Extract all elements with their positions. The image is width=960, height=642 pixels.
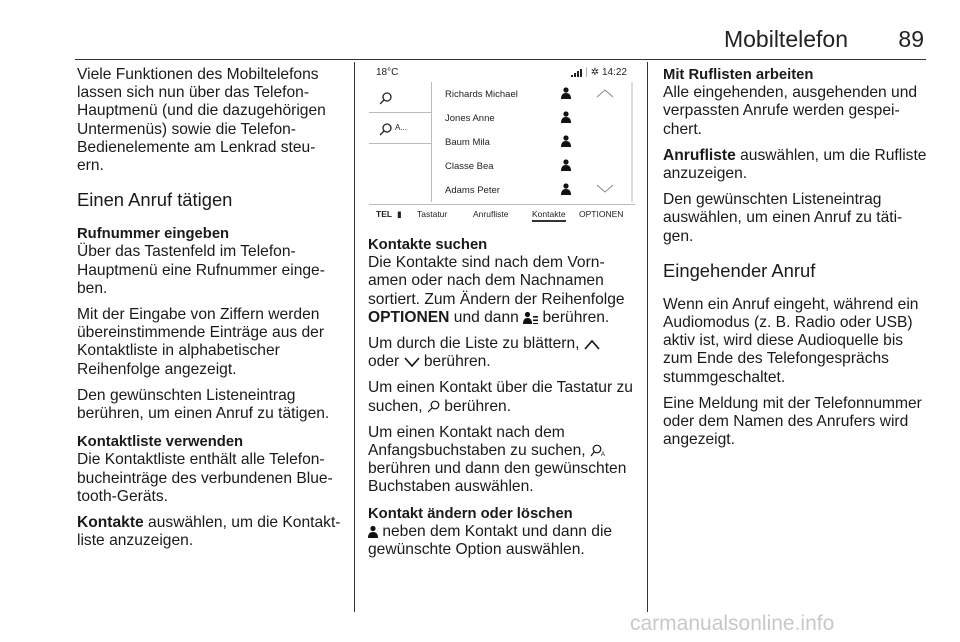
text-run: neben dem Kontakt und dann die gewünschte Option auswählen. [368,522,613,559]
contact-name: Jones Anne [445,113,495,124]
tab-tel[interactable]: TEL [376,209,393,219]
subheading: Mit Ruflisten arbeiten [663,67,814,83]
subheading: Kontakt ändern oder löschen [368,505,573,522]
contact-name: Richards Michael [445,89,518,100]
text-run: berühren. [538,308,610,326]
text-run: Um einen Kontakt nach dem Anfangsbuchstaben zu suchen, [368,423,590,460]
paragraph: Den gewünschten Listeneintrag auswählen, um einen Anruf zu täti-gen. [663,191,903,245]
column-divider [647,62,648,612]
section-heading: Eingehender Anruf [663,259,816,281]
watermark: carmanualsonline.info [630,612,835,635]
intro-paragraph: Viele Funktionen des Mobiltelefons lassen sich nun über das Telefon-Hauptmenü (und die dazugehörigen Untermenüs) sowie die Telefon-Bedienelemente am Lenkrad steu-ern. [77,66,326,175]
paragraph [368,335,636,371]
paragraph [368,424,636,497]
alpha-search-button[interactable] [369,113,431,144]
screen-tab-bar [369,204,635,221]
chevron-up-icon[interactable] [596,88,614,98]
clock-readout: 14:22 [601,67,627,78]
search-icon [379,91,393,105]
bold-term: Kontakte [77,514,144,532]
person-icon[interactable] [561,135,571,147]
section-heading: Einen Anruf tätigen [77,189,233,211]
text-run: und dann [449,308,524,326]
header-rule [75,59,926,60]
person-icon[interactable] [561,87,571,99]
chevron-down-icon[interactable] [596,184,614,194]
text-run: auswählen, um die Kontakt-liste anzuzeigen. [77,514,341,550]
text-run: Um einen Kontakt über die Tastatur zu suchen, [368,379,633,415]
paragraph [663,147,931,183]
page-number: 89 [898,26,924,52]
bold-term: Anrufliste [663,146,736,164]
person-icon[interactable] [561,159,571,171]
list-item[interactable] [431,82,631,106]
paragraph [77,514,342,550]
column-right [663,66,931,457]
column-middle [368,236,636,567]
svg-text:A: A [600,452,605,458]
tab-anrufliste[interactable]: Anrufliste [473,209,509,219]
person-icon[interactable] [561,111,571,123]
phone-contacts-screen [369,64,635,221]
list-item[interactable] [431,130,631,154]
text-run: Um durch die Liste zu blättern, [368,335,584,353]
list-item[interactable] [431,106,631,130]
text-run: berühren und dann den gewünschten Buchstaben auswählen. [368,460,627,496]
tab-optionen[interactable]: OPTIONEN [579,209,624,219]
paragraph: Eine Meldung mit der Telefonnummer oder dem Namen des Anrufers wird angezeigt. [663,394,922,449]
bluetooth-icon: ✲ [590,67,600,78]
contact-name: Adams Peter [445,185,500,196]
subheading: Rufnummer eingeben [77,226,230,243]
subheading: Kontaktliste verwenden [77,434,244,451]
search-icon [427,400,440,413]
phone-icon: ▮ [397,209,402,219]
temperature-readout: 18°C [376,67,399,78]
paragraph [368,523,636,559]
contact-list [431,82,631,202]
alpha-label: A... [395,123,408,132]
subheading: Kontakte suchen [368,237,488,253]
paragraph: Über das Tastenfeld im Telefon-Hauptmenü eine Rufnummer einge-ben. [77,243,325,297]
keyboard-search-button[interactable] [369,82,431,113]
page-header [75,22,926,62]
paragraph: Wenn ein Anruf eingeht, während ein Audiomodus (z. B. Radio oder USB) aktiv ist, wird diese Audioquelle bis zum Ende des Telefongesprächs stummgeschaltet. [663,295,919,386]
search-alpha-icon [379,122,393,136]
person-icon [368,525,378,538]
chevron-up-icon [584,339,600,350]
list-item[interactable] [431,154,631,178]
text-run: auswählen, um die Rufliste anzuzeigen. [663,146,927,183]
screen-side-panel [369,82,432,202]
chevron-down-icon [404,357,420,368]
text-run: berühren. [439,397,512,415]
text-run: berühren. [419,353,491,371]
list-item[interactable] [431,178,631,202]
search-alpha-icon [590,444,608,457]
column-divider [354,62,355,612]
paragraph: Die Kontaktliste enthält alle Telefon-bucheinträge des verbundenen Blue-tooth-Geräts. [77,451,333,505]
person-icon[interactable] [561,183,571,195]
sort-contacts-icon [523,311,538,324]
paragraph [368,254,636,327]
paragraph: Mit der Eingabe von Ziffern werden übereinstimmende Einträge aus der Kontaktliste in alphabetischer Reihenfolge angezeigt. [77,306,325,378]
signal-icon [571,69,583,77]
contact-name: Classe Bea [445,161,494,172]
column-left [77,66,342,558]
paragraph [368,379,636,415]
tab-kontakte[interactable]: Kontakte [532,209,566,222]
contact-name: Baum Mila [445,137,490,148]
paragraph: Alle eingehenden, ausgehenden und verpassten Anrufe werden gespei-chert. [663,84,918,138]
scrollbar[interactable] [631,82,633,202]
paragraph: Den gewünschten Listeneintrag berühren, um einen Anruf zu tätigen. [77,386,330,423]
bold-term: OPTIONEN [368,308,450,326]
tab-tastatur[interactable]: Tastatur [417,209,448,219]
text-run: Die Kontakte sind nach dem Vorn-amen oder nach dem Nachnamen sortiert. Zum Ändern der Reihenfolge [368,254,625,308]
status-bar: | ✲ 14:22 [571,67,627,78]
text-run: oder [368,353,404,371]
page-title: Mobiltelefon [723,26,848,52]
